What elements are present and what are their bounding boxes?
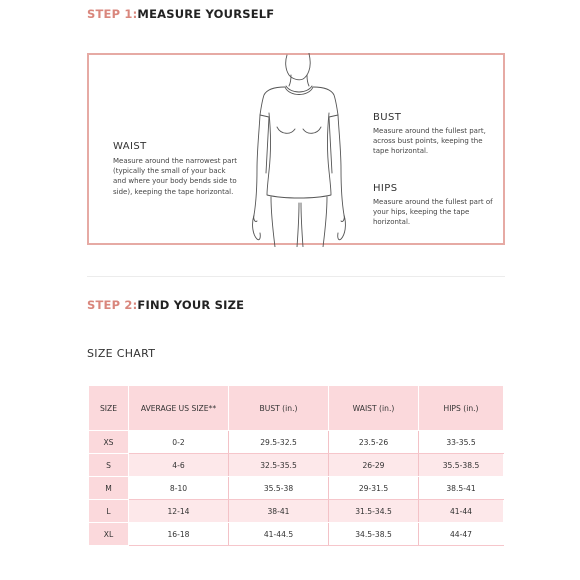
step1-title xyxy=(87,7,274,21)
hips-heading: HIPS xyxy=(373,183,398,194)
step1-number: STEP 1: xyxy=(87,7,138,21)
size-column-header: SIZE xyxy=(89,386,129,431)
step2-number: STEP 2: xyxy=(87,298,138,312)
size-cell: S xyxy=(89,454,129,477)
size-cell: XS xyxy=(89,431,129,454)
waist-column-header: WAIST (in.) xyxy=(329,386,419,431)
bust-heading: BUST xyxy=(373,112,402,123)
table-row xyxy=(89,500,504,523)
waist-cell: 29-31.5 xyxy=(329,477,419,500)
table-row xyxy=(89,523,504,546)
bust-cell: 29.5-32.5 xyxy=(229,431,329,454)
waist-description: Measure around the narrowest part (typically the small of your back and where your body bends side to side), keeping the tape horizontal. xyxy=(113,157,238,196)
hips-description: Measure around the fullest part of your hips, keeping the tape horizontal. xyxy=(373,198,493,227)
us-size-cell: 4-6 xyxy=(129,454,229,477)
hips-cell: 38.5-41 xyxy=(419,477,504,500)
size-chart-table xyxy=(88,385,504,546)
hips-cell: 35.5-38.5 xyxy=(419,454,504,477)
bust-cell: 32.5-35.5 xyxy=(229,454,329,477)
body-figure-illustration xyxy=(229,53,369,247)
waist-cell: 26-29 xyxy=(329,454,419,477)
hips-cell: 44-47 xyxy=(419,523,504,546)
waist-heading: WAIST xyxy=(113,141,147,152)
bust-column-header: BUST (in.) xyxy=(229,386,329,431)
bust-cell: 41-44.5 xyxy=(229,523,329,546)
step2-title xyxy=(87,298,244,312)
table-row xyxy=(89,431,504,454)
waist-cell: 23.5-26 xyxy=(329,431,419,454)
step1-label: MEASURE YOURSELF xyxy=(137,7,275,21)
table-row xyxy=(89,454,504,477)
bust-description: Measure around the fullest part, across bust points, keeping the tape horizontal. xyxy=(373,127,486,156)
us-size-cell: 12-14 xyxy=(129,500,229,523)
bust-cell: 38-41 xyxy=(229,500,329,523)
size-cell: M xyxy=(89,477,129,500)
hips-column-header: HIPS (in.) xyxy=(419,386,504,431)
us-size-cell: 16-18 xyxy=(129,523,229,546)
section-divider xyxy=(87,276,505,277)
hips-cell: 41-44 xyxy=(419,500,504,523)
us-size-cell: 8-10 xyxy=(129,477,229,500)
size-cell: XL xyxy=(89,523,129,546)
step2-label: FIND YOUR SIZE xyxy=(137,298,245,312)
bust-cell: 35.5-38 xyxy=(229,477,329,500)
waist-cell: 31.5-34.5 xyxy=(329,500,419,523)
hips-cell: 33-35.5 xyxy=(419,431,504,454)
measure-guide-box xyxy=(87,53,505,245)
us-size-cell: 0-2 xyxy=(129,431,229,454)
waist-cell: 34.5-38.5 xyxy=(329,523,419,546)
table-row xyxy=(89,477,504,500)
size-chart-title: SIZE CHART xyxy=(87,347,156,360)
us-size-column-header: AVERAGE US SIZE** xyxy=(129,386,229,431)
size-table-header-row xyxy=(89,386,504,431)
size-cell: L xyxy=(89,500,129,523)
